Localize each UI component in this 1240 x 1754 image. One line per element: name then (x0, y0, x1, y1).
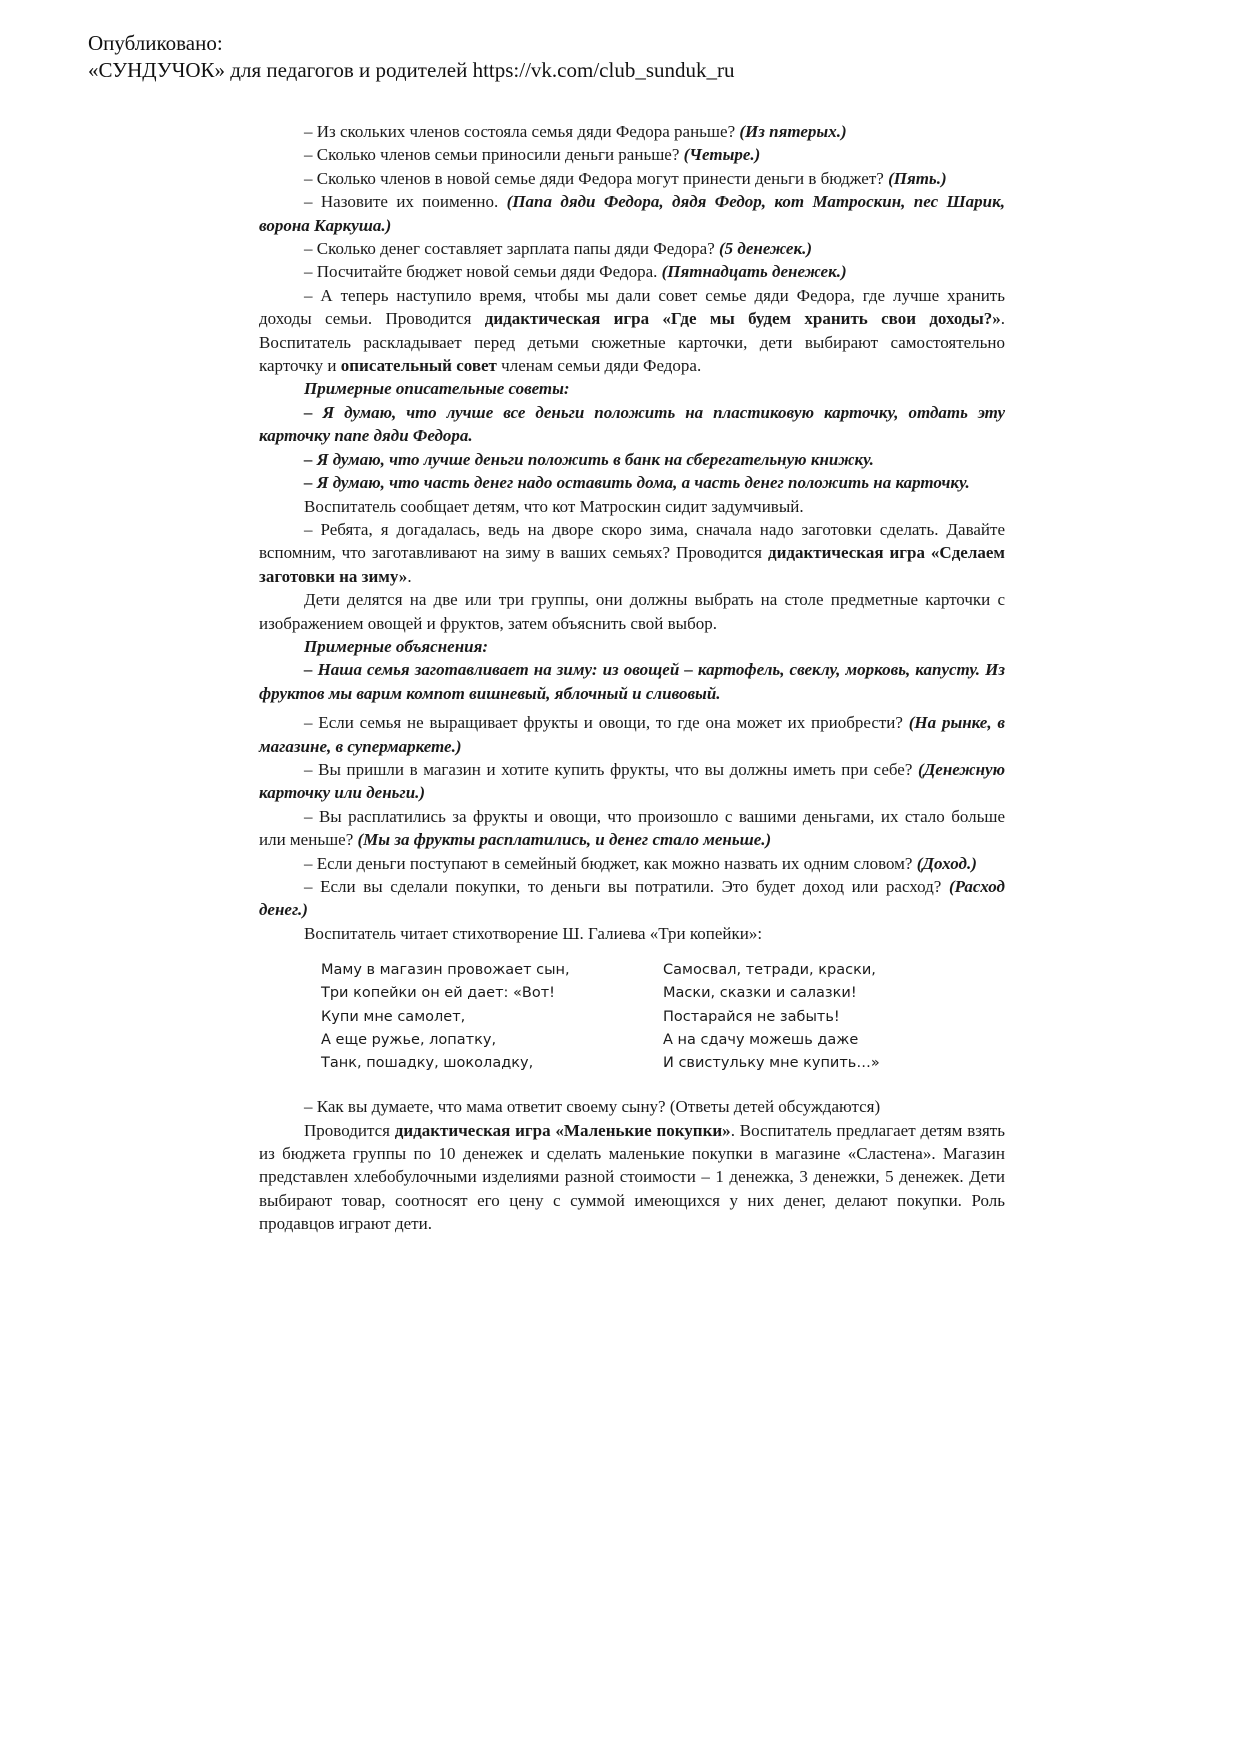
question-5 (259, 237, 1005, 260)
poem-line: Три копейки он ей дает: «Вот! (321, 985, 555, 1002)
publication-header (88, 30, 735, 84)
paragraph-mother-answer: – Как вы думаете, что мама ответит своему сыну? (Ответы детей обсуждаются) (304, 1097, 881, 1117)
paragraph-poem-intro: Воспитатель читает стихотворение Ш. Галиева «Три копейки»: (304, 923, 763, 943)
game-title: дидактическая игра «Маленькие покупки» (394, 1120, 731, 1140)
header-published-label: Опубликовано: (88, 31, 223, 55)
question-text: – Назовите их поименно. (304, 192, 507, 212)
poem-column-left (321, 959, 663, 1075)
question-4 (259, 190, 1005, 237)
question-text: – Вы пришли в магазин и хотите купить фрукты, что вы должны иметь при себе? (304, 759, 919, 779)
bold-term: описательный совет (340, 356, 497, 376)
answer-text: (Пятнадцать денежек.) (661, 262, 847, 282)
question-text: – Если деньги поступают в семейный бюджет, как можно назвать их одним словом? (304, 853, 917, 873)
question-text: – Если семья не выращивает фрукты и овощи, то где она может их приобрести? (304, 713, 909, 733)
answer-text: (5 денежек.) (719, 239, 813, 259)
poem-line: Танк, пошадку, шоколадку, (321, 1055, 534, 1072)
answer-text: (Денежную карточку или деньги.) (259, 759, 1005, 803)
text: – А теперь наступило время, чтобы мы дали совет семье дяди Федора, где лучше хранить доходы семьи. Проводится (259, 285, 1005, 329)
section-heading-explanations: Примерные объяснения: (304, 636, 489, 656)
question-9 (259, 805, 1005, 852)
poem-line: Купи мне самолет, (321, 1008, 466, 1025)
poem-line: И свистульку мне купить…» (663, 1055, 880, 1072)
poem-line: Постарайся не забыть! (663, 1008, 840, 1025)
advice-3: – Я думаю, что часть денег надо оставить дома, а часть денег положить на карточку. (304, 473, 970, 493)
question-text: – Вы расплатились за фрукты и овощи, что произошло с вашими деньгами, их стало больше или меньше? (259, 806, 1005, 850)
question-1 (259, 120, 1005, 143)
question-8 (259, 758, 1005, 805)
question-11 (259, 875, 1005, 922)
paragraph-game-purchases (259, 1119, 1005, 1236)
section-heading-advice: Примерные описательные советы: (304, 379, 570, 399)
answer-text: (Доход.) (916, 853, 977, 873)
answer-text: (Пять.) (888, 168, 947, 188)
paragraph-matroskin: Воспитатель сообщает детям, что кот Матроскин сидит задумчивый. (304, 496, 804, 516)
game-title: дидактическая игра «Сделаем заготовки на зиму» (259, 543, 1006, 586)
poem-line: А на сдачу можешь даже (663, 1031, 859, 1048)
question-7 (259, 711, 1005, 758)
answer-text: (Из пятерых.) (739, 122, 847, 141)
answer-text: (Папа дяди Федора, дядя Федор, кот Матроскин, пес Шарик, ворона Каркуша.) (259, 192, 1005, 235)
paragraph-groups: Дети делятся на две или три группы, они должны выбрать на столе предметные карточки с изображением овощей и фруктов, затем объяснить свой выбор. (259, 590, 1005, 633)
question-text: – Сколько денег составляет зарплата папы дяди Федора? (304, 239, 720, 259)
question-text: – Из скольких членов состояла семья дяди Федора раньше? (304, 122, 740, 141)
text: – Ребята, я догадалась, ведь на дворе скоро зима, сначала надо заготовки сделать. Давайте вспомним, что заготавливают на зиму в ваших семьях? Проводится (259, 519, 1005, 563)
game-title: дидактическая игра «Где мы будем хранить свои доходы?» (484, 309, 1001, 329)
text: членам семьи дяди Федора. (496, 356, 702, 376)
answer-text: (Мы за фрукты расплатились, и денег стало меньше.) (357, 830, 772, 850)
poem (321, 959, 1005, 1075)
answer-text: (На рынке, в магазине, в супермаркете.) (259, 713, 1005, 756)
advice-1: – Я думаю, что лучше все деньги положить на пластиковую карточку, отдать эту карточку папе дяди Федора. (259, 402, 1005, 446)
text: . Воспитатель раскладывает перед детьми сюжетные карточки, дети выбирают самостоятельно карточку и (259, 309, 1005, 376)
question-10 (259, 852, 1005, 875)
question-text: – Если вы сделали покупки, то деньги вы потратили. Это будет доход или расход? (304, 877, 949, 896)
explanation-1: – Наша семья заготавливает на зиму: из овощей – картофель, свеклу, морковь, капусту. Из фруктов мы варим компот вишневый, яблочный и сливовый. (259, 660, 1005, 703)
header-source-line: «СУНДУЧОК» для педагогов и родителей https://vk.com/club_sunduk_ru (88, 58, 735, 82)
answer-text: (Четыре.) (683, 145, 761, 165)
answer-text: (Расход денег.) (259, 877, 1005, 920)
question-3 (259, 167, 1005, 190)
text: . (407, 566, 412, 586)
question-text: – Сколько членов семьи приносили деньги раньше? (304, 145, 684, 165)
paragraph-game-savings (259, 284, 1005, 378)
poem-line: Самосвал, тетради, краски, (663, 962, 876, 979)
paragraph-game-preserves (259, 518, 1005, 588)
poem-line: Маму в магазин провожает сын, (321, 962, 570, 979)
text: . Воспитатель предлагает детям взять из бюджета группы по 10 денежек и сделать маленькие покупки в магазине «Сластена». Магазин представлен хлебобулочными изделиями разной стоимости – 1 денежка, 3 денежки, 5 денежек. Дети выбирают товар, соотносят его цену с суммой имеющихся у них денег, делают покупки. Роль продавцов играют дети. (259, 1120, 1005, 1234)
document-body (259, 120, 1005, 1236)
question-6 (259, 260, 1005, 283)
poem-line: А еще ружье, лопатку, (321, 1031, 497, 1048)
question-2 (259, 143, 1005, 166)
poem-column-right (663, 959, 1005, 1075)
poem-line: Маски, сказки и салазки! (663, 985, 857, 1002)
text: Проводится (304, 1120, 395, 1140)
question-text: – Посчитайте бюджет новой семьи дяди Федора. (304, 262, 662, 282)
question-text: – Сколько членов в новой семье дяди Федора могут принести деньги в бюджет? (304, 168, 889, 188)
advice-2: – Я думаю, что лучше деньги положить в банк на сберегательную книжку. (304, 449, 874, 469)
